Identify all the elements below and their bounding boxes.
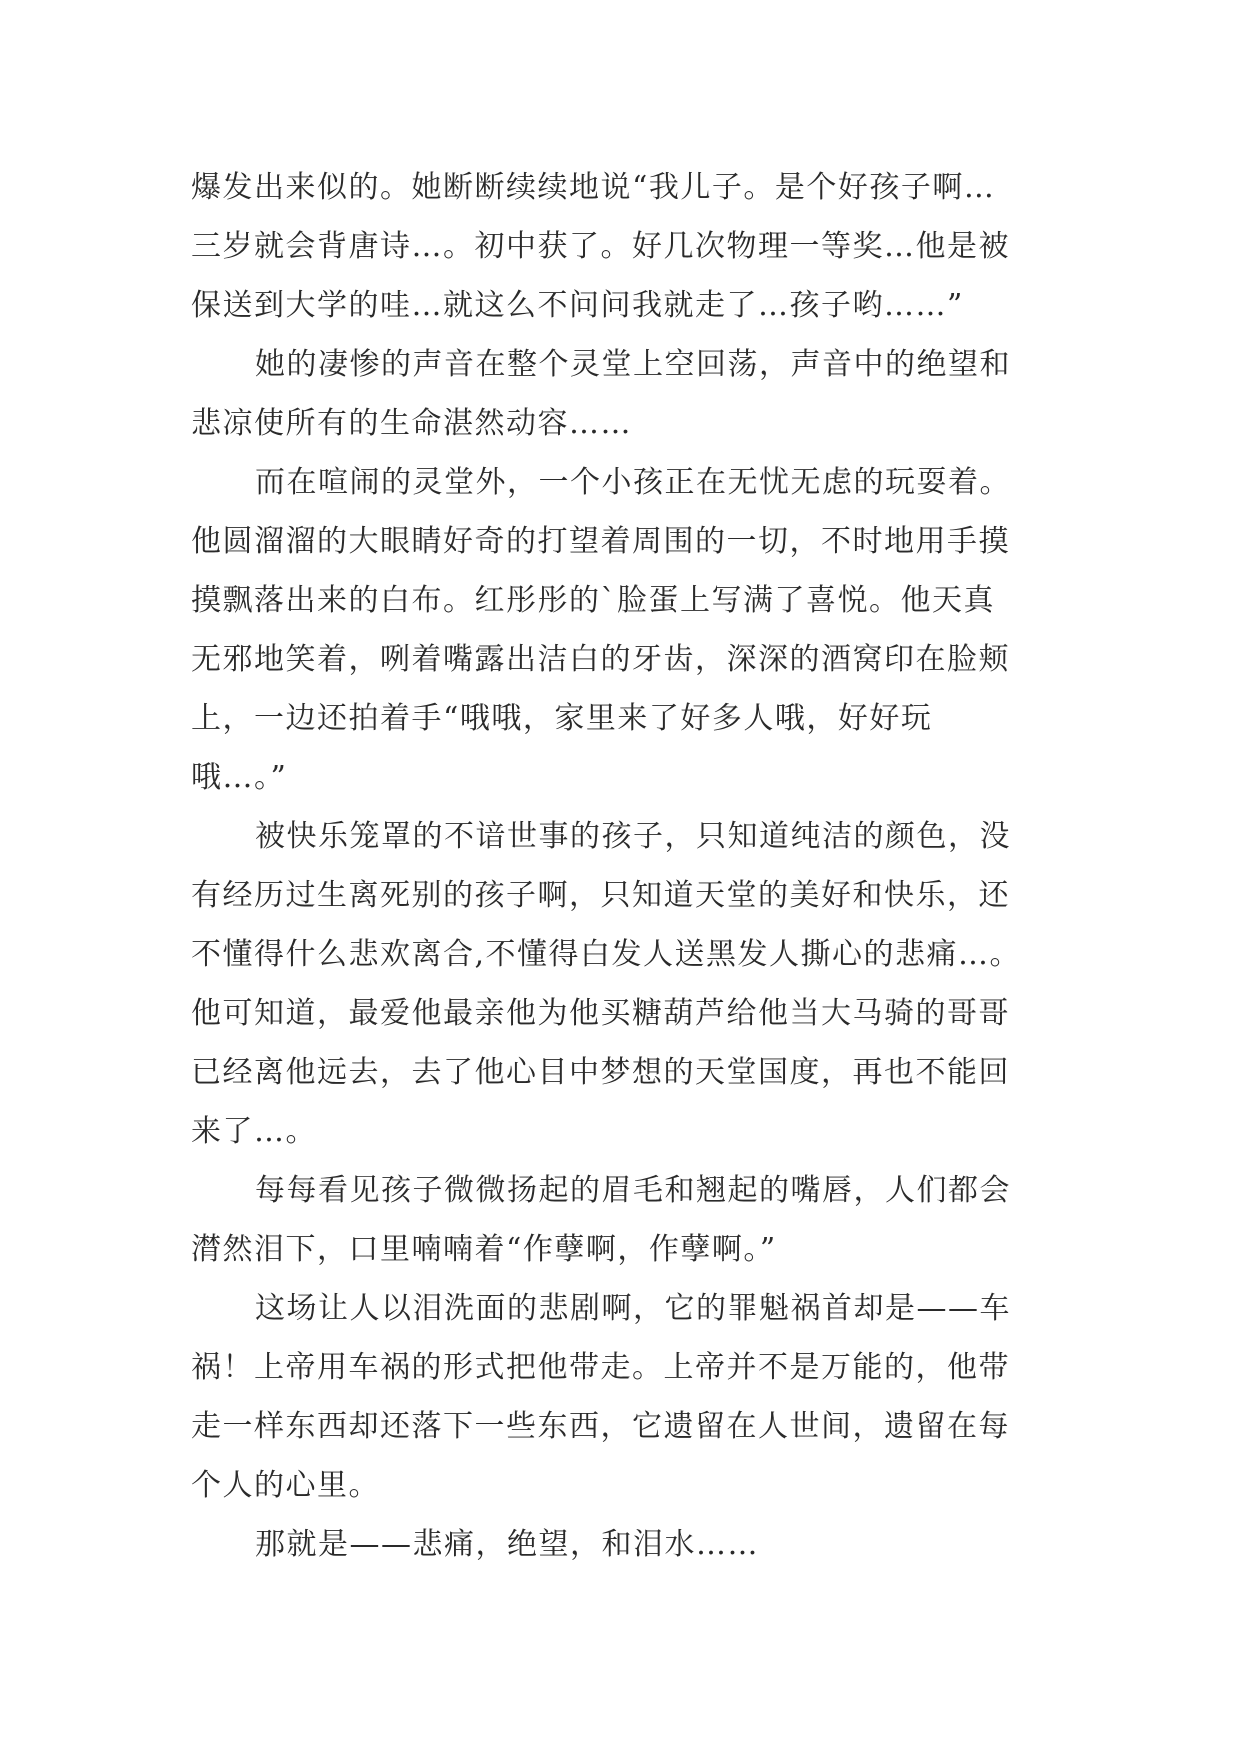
text-line: 摸飘落出来的白布。红彤彤的`脸蛋上写满了喜悦。他天真 bbox=[191, 583, 995, 618]
document-body bbox=[191, 158, 1051, 1574]
text-line: 来了…。 bbox=[191, 1114, 317, 1149]
text-line: 他可知道，最爱他最亲他为他买糖葫芦给他当大马骑的哥哥 bbox=[191, 996, 1010, 1031]
text-line: 潸然泪下，口里喃喃着“作孽啊，作孽啊。” bbox=[191, 1232, 777, 1267]
paragraph-start-line: 每每看见孩子微微扬起的眉毛和翘起的嘴唇，人们都会 bbox=[255, 1173, 1011, 1208]
text-line: 三岁就会背唐诗…。初中获了。好几次物理一等奖…他是被 bbox=[191, 229, 1010, 264]
paragraph-start-line: 她的凄惨的声音在整个灵堂上空回荡，声音中的绝望和 bbox=[255, 347, 1011, 382]
text-line: 上，一边还拍着手“哦哦，家里来了好多人哦，好好玩 bbox=[191, 701, 933, 736]
text-line: 保送到大学的哇…就这么不问问我就走了…孩子哟……” bbox=[191, 288, 964, 323]
text-line: 个人的心里。 bbox=[191, 1468, 380, 1503]
paragraph-start-line: 这场让人以泪洗面的悲剧啊，它的罪魁祸首却是——车 bbox=[255, 1291, 1011, 1326]
paragraph-start-line: 而在喧闹的灵堂外，一个小孩正在无忧无虑的玩耍着。 bbox=[255, 465, 1011, 500]
text-line: 无邪地笑着，咧着嘴露出洁白的牙齿，深深的酒窝印在脸颊 bbox=[191, 642, 1010, 677]
text-line: 有经历过生离死别的孩子啊，只知道天堂的美好和快乐，还 bbox=[191, 878, 1010, 913]
text-line: 悲凉使所有的生命湛然动容…… bbox=[191, 406, 632, 441]
paragraph-start-line: 被快乐笼罩的不谙世事的孩子，只知道纯洁的颜色，没 bbox=[255, 819, 1011, 854]
text-line: 走一样东西却还落下一些东西，它遗留在人世间，遗留在每 bbox=[191, 1409, 1010, 1444]
paragraph-start-line: 那就是——悲痛，绝望，和泪水…… bbox=[255, 1527, 759, 1562]
text-line: 不懂得什么悲欢离合,不懂得白发人送黑发人撕心的悲痛…。 bbox=[191, 937, 1022, 972]
text-line: 哦…。” bbox=[191, 760, 288, 795]
text-line: 已经离他远去，去了他心目中梦想的天堂国度，再也不能回 bbox=[191, 1055, 1010, 1090]
text-line: 爆发出来似的。她断断续续地说“我儿子。是个好孩子啊… bbox=[191, 170, 996, 205]
text-line: 他圆溜溜的大眼睛好奇的打望着周围的一切，不时地用手摸 bbox=[191, 524, 1010, 559]
text-line: 祸！上帝用车祸的形式把他带走。上帝并不是万能的，他带 bbox=[191, 1350, 1010, 1385]
